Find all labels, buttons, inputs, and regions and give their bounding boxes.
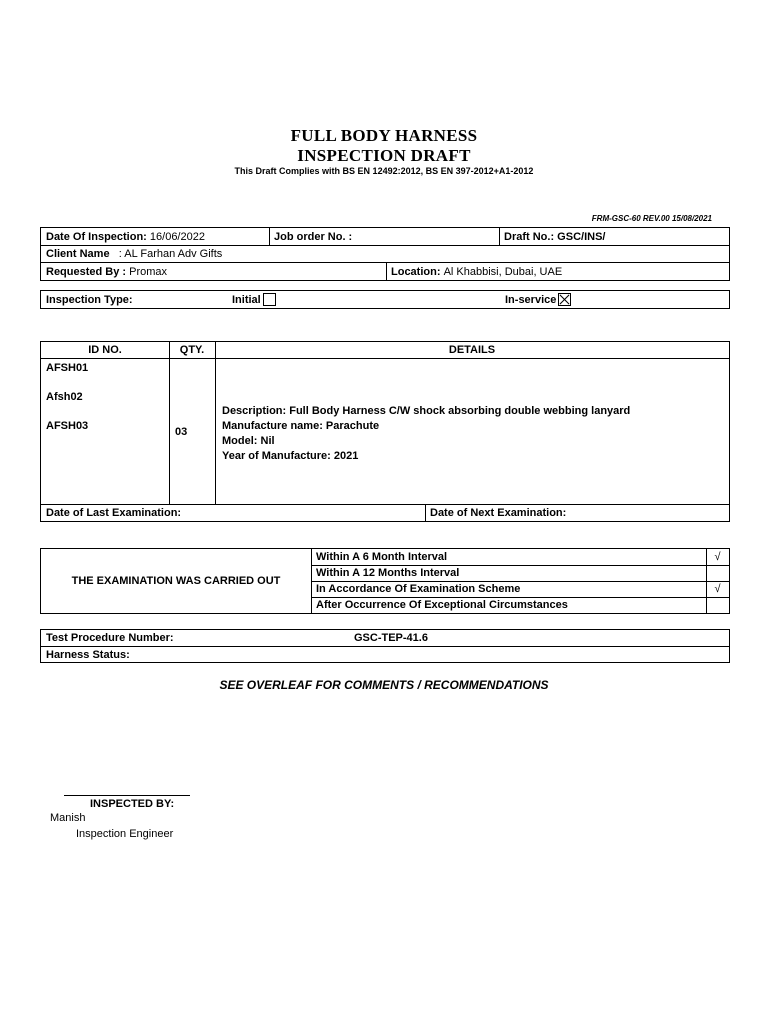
client-value: : AL Farhan Adv Gifts [118,248,223,260]
test-procedure-label: Test Procedure Number: [46,632,174,644]
location-label: Location: [391,265,441,278]
examination-label: THE EXAMINATION WAS CARRIED OUT [71,575,281,587]
option-exceptional-circumstances: After Occurrence Of Exceptional Circumstances [316,599,568,611]
info-block [40,227,730,281]
location-value: Al Khabbisi, Dubai, UAE [443,265,563,278]
check-mark-12-month [706,565,729,581]
date-value: 16/06/2022 [149,230,205,243]
form-reference: FRM-GSC-60 REV.00 15/08/2021 [591,214,712,223]
initial-checkbox[interactable] [263,293,276,306]
initial-option [227,291,276,308]
inservice-option [500,291,571,308]
detail-manufacturer: Manufacture name: Parachute [222,420,380,432]
quantity-value: 03 [175,426,188,438]
inspection-type-label: Inspection Type: [46,293,133,306]
requested-label: Requested By : [46,265,127,278]
examination-block [40,548,730,614]
inservice-label: In-service [505,293,557,306]
harness-status-row [41,647,729,663]
document-title-line2: INSPECTION DRAFT [297,146,471,165]
detail-model: Model: Nil [222,435,275,447]
document-title-line1: FULL BODY HARNESS [290,126,478,145]
inspector-name: Manish [50,812,86,824]
detail-year: Year of Manufacture: 2021 [222,450,359,462]
requested-by [41,263,386,280]
inspected-by-label: INSPECTED BY: [90,798,175,810]
draft-value: GSC/INS/ [557,230,606,243]
check-mark-6-month: √ [714,551,721,563]
client-label: Client Name [46,248,110,260]
option-12-month: Within A 12 Months Interval [316,567,460,579]
examination-options [311,549,729,613]
location [386,263,729,280]
procedure-block [40,629,730,663]
info-row-3 [41,263,729,280]
header-id: ID NO. [88,344,122,356]
items-table [40,341,730,522]
draft-number [499,228,729,245]
date-of-inspection [41,228,269,245]
draft-label: Draft No.: [504,230,555,243]
test-procedure-value: GSC-TEP-41.6 [354,632,428,644]
compliance-statement: This Draft Complies with BS EN 12492:2012, BS EN 397-2012+A1-2012 [234,166,534,176]
header-details: DETAILS [448,344,496,356]
option-6-month: Within A 6 Month Interval [316,551,448,563]
check-mark-exceptional [706,597,729,613]
client-name [41,246,729,262]
next-examination: Date of Next Examination: [430,507,567,519]
info-row-2 [41,246,729,263]
detail-description: Description: Full Body Harness C/W shock absorbing double webbing lanyard [222,405,631,417]
harness-status-label: Harness Status: [46,649,130,661]
last-examination: Date of Last Examination: [46,507,182,519]
requested-value: Promax [129,265,168,278]
initial-label: Initial [232,293,261,306]
inservice-checkbox[interactable] [558,293,571,306]
signature-line [64,795,190,796]
job-order [269,228,499,245]
id-item-2: Afsh02 [46,391,83,403]
id-item-3: AFSH03 [46,420,89,432]
item-details [222,404,630,464]
option-examination-scheme: In Accordance Of Examination Scheme [316,583,521,595]
inspection-type-row [40,290,730,309]
info-row-1 [41,228,729,246]
id-item-1: AFSH01 [46,362,89,374]
inspector-role: Inspection Engineer [76,828,174,840]
overleaf-note: SEE OVERLEAF FOR COMMENTS / RECOMMENDATIONS [219,678,549,692]
job-order-label: Job order No. : [274,230,353,243]
check-mark-scheme: √ [714,583,721,595]
examination-dates-row [41,505,729,521]
date-label: Date Of Inspection: [46,230,147,243]
header-qty: QTY. [179,344,205,356]
items-table-body [41,359,729,505]
test-procedure-row [41,630,729,647]
items-table-header [41,342,729,359]
